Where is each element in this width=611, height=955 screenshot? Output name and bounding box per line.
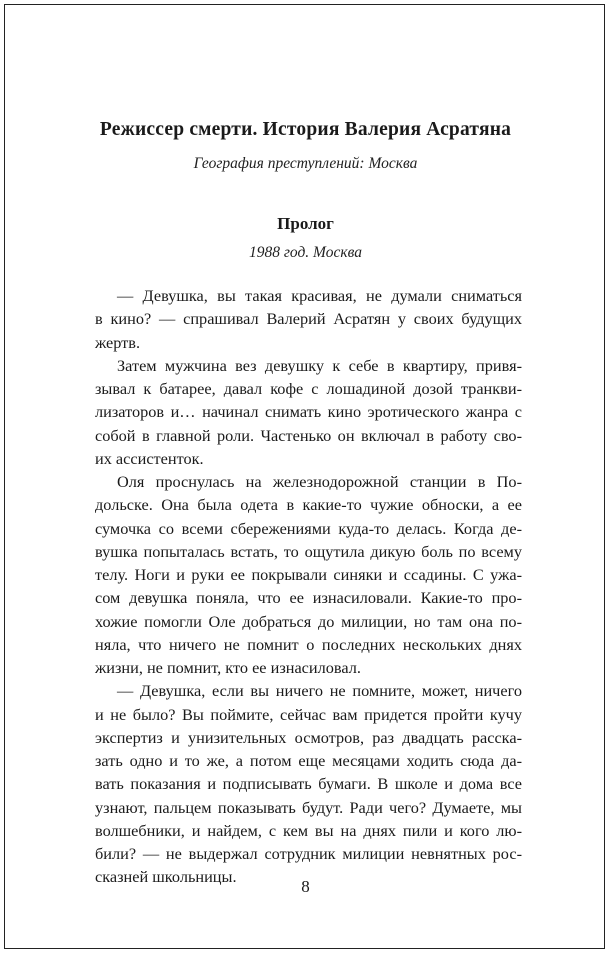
- text-line: зывал к батарее, давал кофе с лошадиной дозой транкви-: [95, 379, 522, 398]
- text-line: Затем мужчина вез девушку к себе в квартиру, привя-: [117, 355, 522, 375]
- text-line: лизаторов и… начинал снимать кино эротического жанра с: [95, 402, 522, 422]
- text-line: сом девушка поняла, что ее изнасиловали. Какие-то про-: [95, 588, 522, 608]
- text-line: жизни, не помнит, кто ее изнасиловал.: [95, 658, 361, 677]
- section-title: Пролог: [277, 214, 334, 233]
- text-line: вать показания и подписывать бумаги. В школе и дома все: [95, 774, 522, 794]
- text-line: экспертиз и унизительных осмотров, раз двадцать расска-: [95, 727, 522, 747]
- text-line: и не было? Вы поймите, сейчас вам придется пройти кучу: [95, 704, 522, 724]
- text-line: няла, что ничего не помнит о последних нескольких днях: [95, 634, 522, 654]
- section-subtitle: 1988 год. Москва: [248, 244, 362, 261]
- text-line: зать одно и то же, а потом еще месяцами ходить сюда да-: [95, 751, 522, 770]
- text-line: хожие помогли Оле добраться до милиции, но там она по-: [95, 611, 522, 631]
- text-line: Оля проснулась на железнодорожной станции в По-: [117, 472, 522, 491]
- text-line: телу. Ноги и руки ее покрывали синяки и ссадины. С ужа-: [95, 565, 522, 584]
- chapter-subtitle: География преступлений: Москва: [193, 155, 418, 172]
- page-number: 8: [301, 877, 310, 896]
- text-line: били? — не выдержал сотрудник милиции невнятных рос-: [95, 844, 522, 863]
- text-line: в кино? — спрашивал Валерий Асратян у своих будущих: [95, 309, 522, 329]
- text-line: волшебники, и найдем, с кем вы на днях пили и кого лю-: [95, 820, 522, 840]
- text-line: их ассистенток.: [95, 448, 204, 468]
- body-text: [95, 284, 522, 889]
- text-line: дольске. Она была одета в какие-то чужие обноски, а ее: [95, 495, 522, 515]
- chapter-title: Режиссер смерти. История Валерия Асратяна: [99, 119, 512, 140]
- text-line: жертв.: [95, 332, 141, 352]
- text-line: сумочка со всеми сбережениями куда-то делась. Когда де-: [95, 518, 522, 538]
- text-line: сказней школьницы.: [95, 867, 237, 887]
- text-line: узнают, пальцем показывать будут. Ради чего? Думаете, мы: [95, 797, 522, 817]
- text-line: — Девушка, вы такая красивая, не думали сниматься: [117, 286, 522, 305]
- text-line: — Девушка, если вы ничего не помните, может, ничего: [117, 681, 522, 701]
- text-line: вушка попыталась встать, то ощутила дикую боль по всему: [95, 541, 522, 561]
- text-line: собой в главной роли. Частенько он включал в работу сво-: [95, 425, 522, 445]
